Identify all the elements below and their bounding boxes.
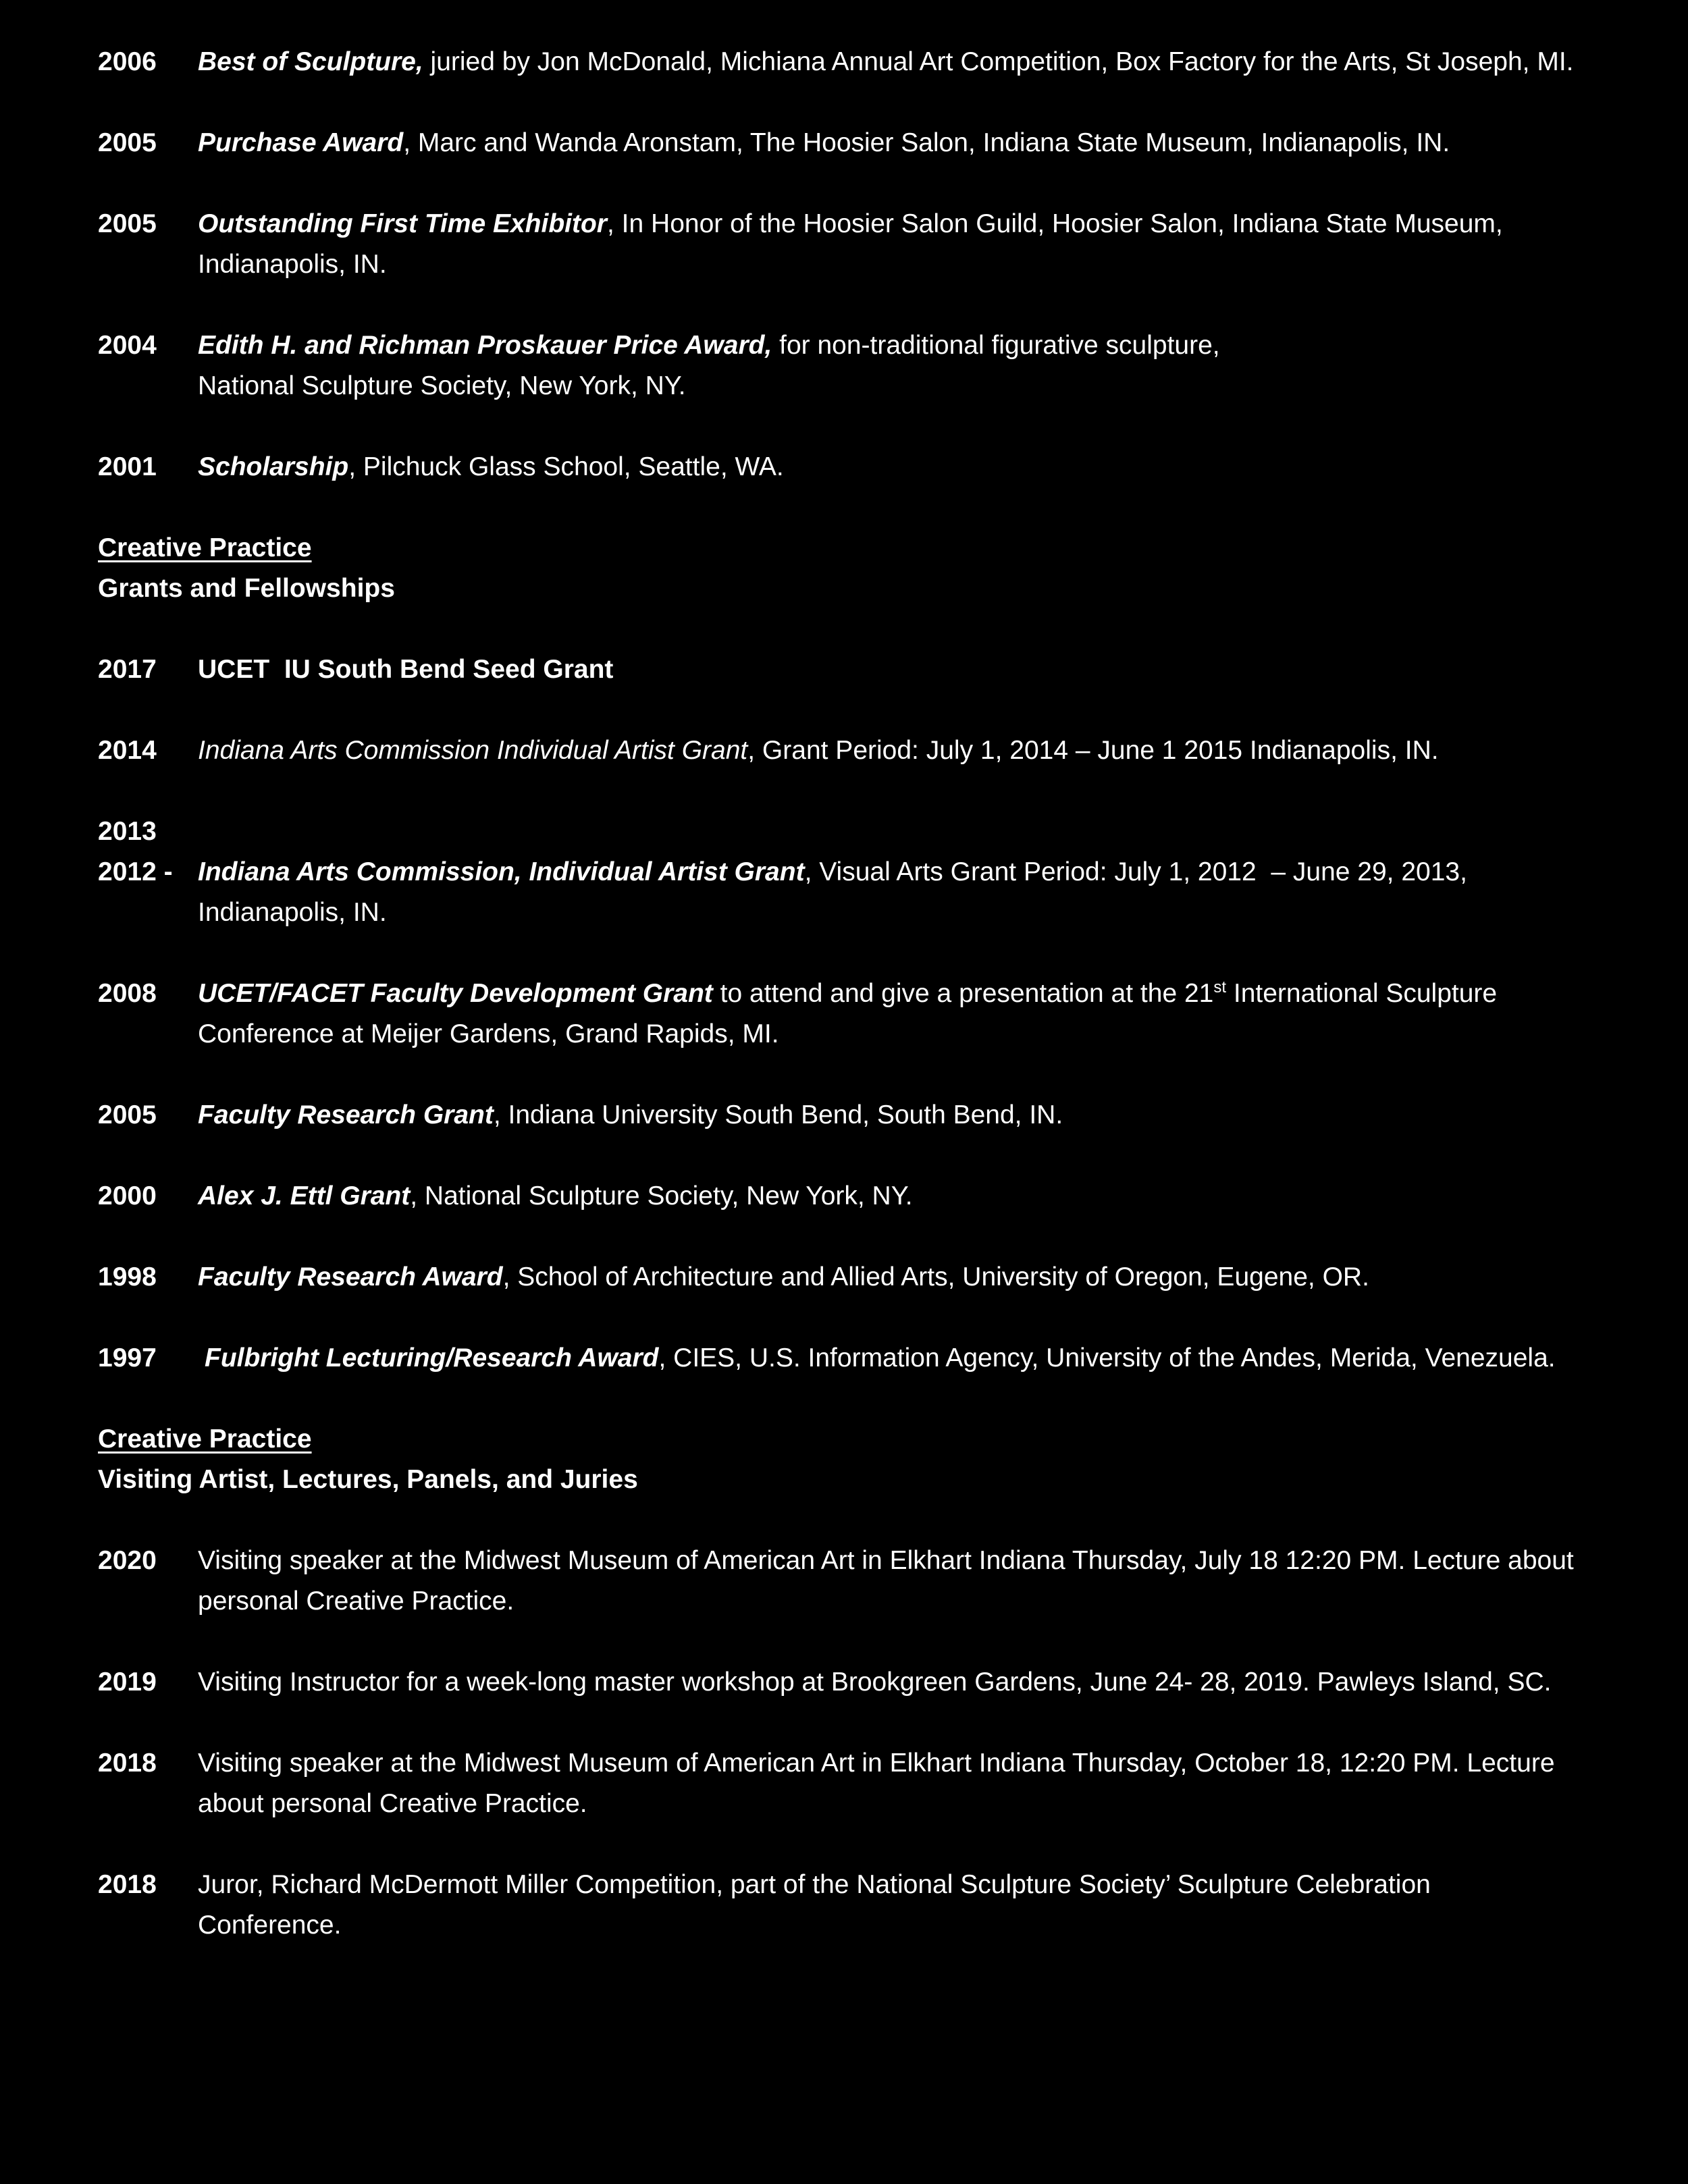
award-text — [198, 123, 1604, 163]
grant-entry — [98, 649, 1604, 690]
section-header-grants — [98, 528, 1604, 609]
grant-entry — [98, 1095, 1604, 1136]
grant-year: 2014 — [98, 736, 157, 765]
visiting-year: 2018 — [98, 1870, 157, 1899]
grant-title: UCET IU South Bend Seed Grant — [198, 655, 614, 684]
visiting-text: Visiting speaker at the Midwest Museum of American Art in Elkhart Indiana Thursday, October 18, 12:20 PM. Lecture about personal Creative Practice. — [198, 1749, 1555, 1818]
grant-details: , School of Architecture and Allied Arts, University of Oregon, Eugene, OR. — [502, 1262, 1369, 1291]
visiting-text: Visiting Instructor for a week-long master workshop at Brookgreen Gardens, June 24- 28, 2019. Pawleys Island, SC. — [198, 1668, 1552, 1697]
visiting-text: Juror, Richard McDermott Miller Competition, part of the National Sculpture Society’ Sculpture Celebration Conference. — [198, 1870, 1431, 1940]
award-title: Outstanding First Time Exhibitor — [198, 209, 607, 238]
grant-year: 2008 — [98, 979, 157, 1008]
visiting-year: 2019 — [98, 1668, 157, 1697]
grant-entry — [98, 1338, 1604, 1379]
grant-title: Indiana Arts Commission Individual Artist Grant — [198, 736, 748, 765]
grant-entry — [98, 811, 1604, 933]
grant-year-end: 2013 — [98, 817, 157, 846]
award-text — [198, 42, 1604, 82]
section-subheading: Visiting Artist, Lectures, Panels, and Juries — [98, 1465, 638, 1494]
award-details: , In Honor of the Hoosier Salon Guild, Hoosier Salon, Indiana State Museum, Indianapolis, IN. — [198, 209, 1503, 279]
grant-title: Indiana Arts Commission, Individual Artist Grant — [198, 857, 805, 886]
award-entry — [98, 42, 1604, 82]
grant-text — [198, 1095, 1604, 1136]
visiting-year: 2018 — [98, 1749, 157, 1778]
grant-year-range — [98, 811, 198, 893]
grant-year-start: 2012 - — [98, 857, 173, 886]
grant-text — [198, 1338, 1604, 1379]
visiting-entry — [98, 1541, 1604, 1622]
grant-details: , Visual Arts Grant Period: July 1, 2012 – June 29, 2013, Indianapolis, IN. — [198, 857, 1475, 927]
grant-text — [198, 730, 1604, 771]
grant-details-cont: International Sculpture Conference at Meijer Gardens, Grand Rapids, MI. — [198, 979, 1498, 1048]
grant-year: 1998 — [98, 1262, 157, 1291]
visiting-year: 2020 — [98, 1546, 157, 1575]
award-entry — [98, 204, 1604, 285]
grant-text — [198, 1257, 1604, 1298]
visiting-text: Visiting speaker at the Midwest Museum of American Art in Elkhart Indiana Thursday, July 18 12:20 PM. Lecture about personal Creative Practice. — [198, 1546, 1574, 1616]
grant-title: UCET/FACET Faculty Development Grant — [198, 979, 713, 1008]
section-heading: Creative Practice — [98, 533, 312, 562]
award-year: 2005 — [98, 209, 157, 238]
grant-text — [198, 974, 1604, 1055]
award-entry — [98, 123, 1604, 163]
grant-text — [198, 1176, 1604, 1217]
ordinal-suffix: st — [1213, 978, 1227, 996]
award-title: Scholarship — [198, 452, 349, 481]
award-details: for non-traditional figurative sculpture, National Sculpture Society, New York, NY. — [198, 331, 1220, 400]
section-subheading: Grants and Fellowships — [98, 574, 395, 603]
award-title: Edith H. and Richman Proskauer Price Award, — [198, 331, 772, 360]
grant-details: to attend and give a presentation at the 21 — [712, 979, 1214, 1008]
grant-title: Fulbright Lecturing/Research Award — [205, 1343, 659, 1373]
award-text — [198, 204, 1604, 285]
grant-entry — [98, 730, 1604, 771]
grant-entry — [98, 1257, 1604, 1298]
award-title: Purchase Award — [198, 128, 404, 157]
award-year: 2001 — [98, 452, 157, 481]
section-heading: Creative Practice — [98, 1424, 312, 1454]
grant-year: 2017 — [98, 655, 157, 684]
grant-year: 2000 — [98, 1181, 157, 1210]
award-entry — [98, 325, 1604, 406]
award-entry — [98, 447, 1604, 487]
grant-entry — [98, 1176, 1604, 1217]
award-text — [198, 447, 1604, 487]
award-text — [198, 325, 1319, 406]
visiting-entry — [98, 1865, 1604, 1946]
grant-details: , Grant Period: July 1, 2014 – June 1 2015 Indianapolis, IN. — [747, 736, 1439, 765]
visiting-entry — [98, 1743, 1604, 1824]
award-details: , Pilchuck Glass School, Seattle, WA. — [348, 452, 784, 481]
grant-title: Faculty Research Grant — [198, 1100, 494, 1129]
award-details: juried by Jon McDonald, Michiana Annual Art Competition, Box Factory for the Arts, St Joseph, MI. — [423, 47, 1574, 76]
grant-year: 1997 — [98, 1343, 157, 1373]
award-title: Best of Sculpture, — [198, 47, 423, 76]
grant-details: , CIES, U.S. Information Agency, University of the Andes, Merida, Venezuela. — [658, 1343, 1556, 1373]
grant-text — [198, 811, 1604, 933]
award-year: 2004 — [98, 331, 157, 360]
grant-title: Faculty Research Award — [198, 1262, 503, 1291]
grant-title: Alex J. Ettl Grant — [198, 1181, 411, 1210]
section-header-visiting — [98, 1419, 1604, 1500]
award-year: 2005 — [98, 128, 157, 157]
cv-page — [98, 42, 1604, 1986]
grant-details: , Indiana University South Bend, South Bend, IN. — [493, 1100, 1063, 1129]
grant-year: 2005 — [98, 1100, 157, 1129]
grant-entry — [98, 974, 1604, 1055]
award-year: 2006 — [98, 47, 157, 76]
award-details: , Marc and Wanda Aronstam, The Hoosier Salon, Indiana State Museum, Indianapolis, IN. — [403, 128, 1450, 157]
visiting-entry — [98, 1662, 1604, 1703]
grant-details: , National Sculpture Society, New York, NY. — [410, 1181, 913, 1210]
